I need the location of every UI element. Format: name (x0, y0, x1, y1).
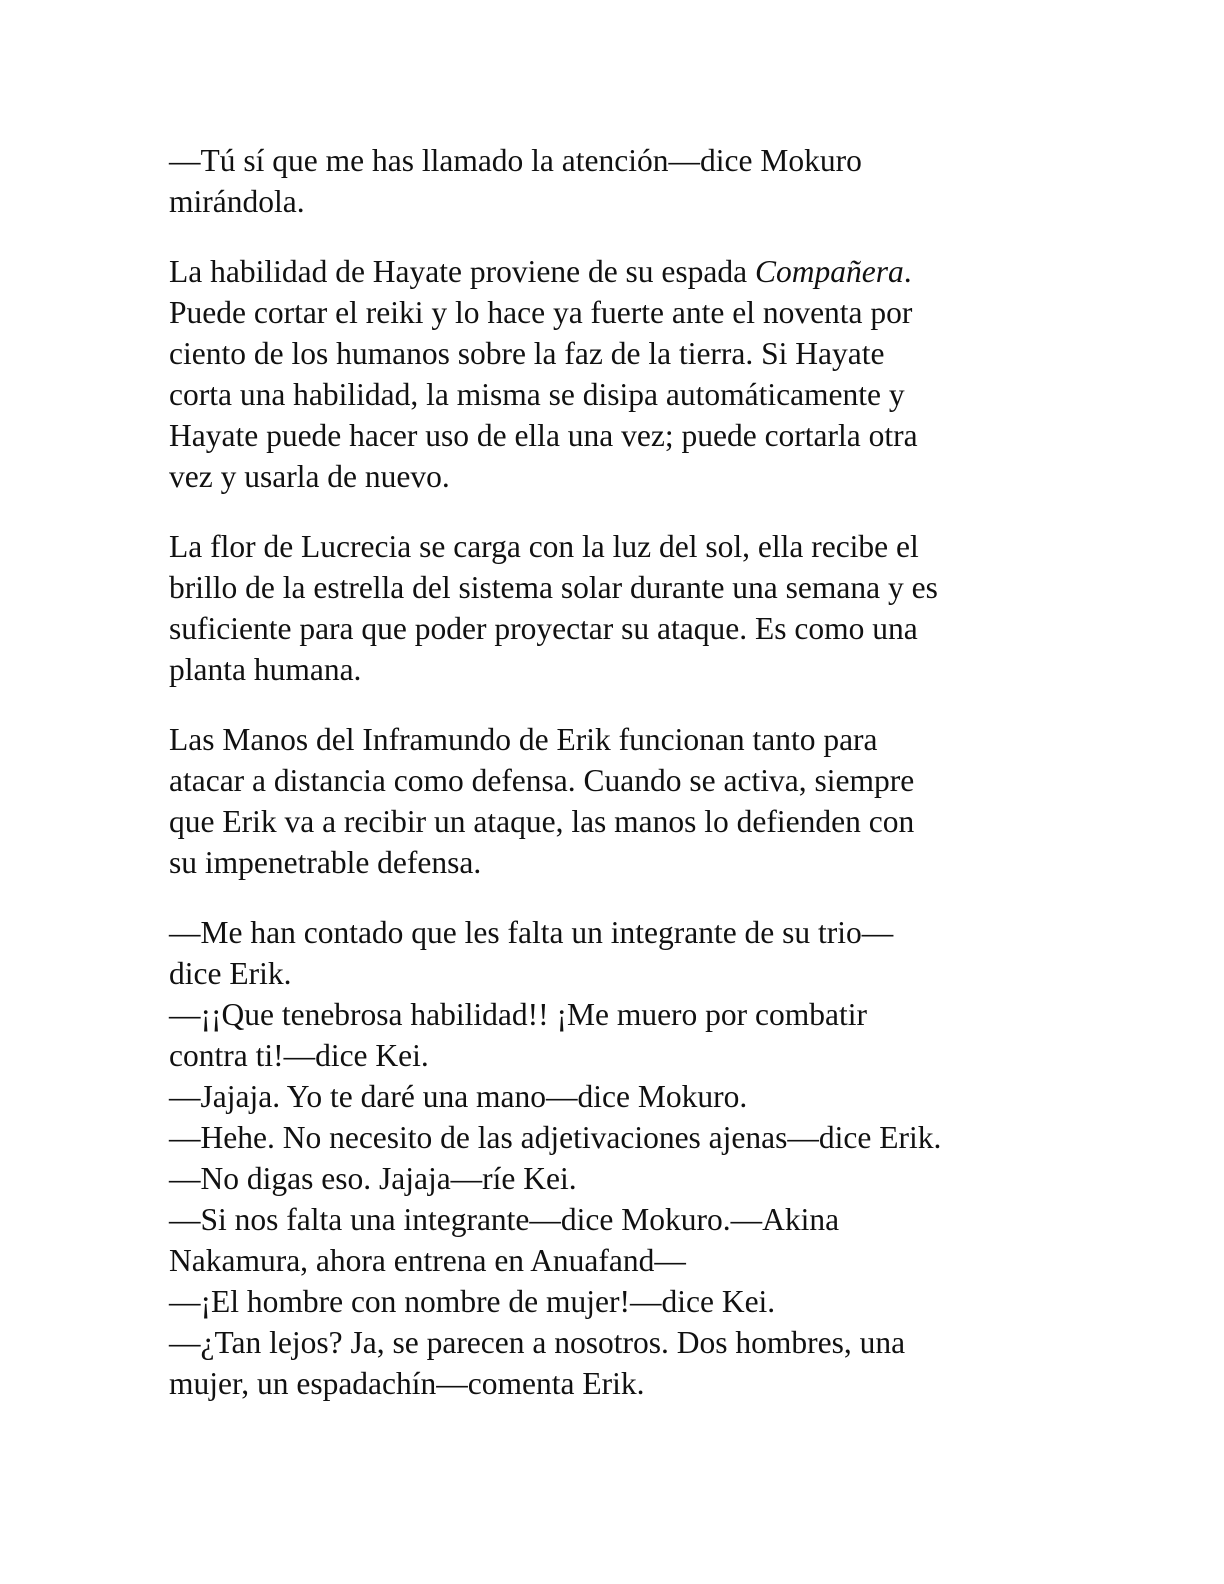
dialogue-line: —No digas eso. Jajaja—ríe Kei. (169, 1161, 577, 1196)
paragraph-dialogue (169, 912, 1059, 1404)
paragraph-gap (169, 222, 1059, 251)
dialogue-line: mujer, un espadachín—comenta Erik. (169, 1366, 645, 1401)
text-line: —Tú sí que me has llamado la atención—dice Mokuro (169, 143, 862, 178)
text-fragment: La habilidad de Hayate proviene de su espada (169, 254, 756, 289)
dialogue-line: —¡El hombre con nombre de mujer!—dice Kei. (169, 1284, 776, 1319)
text-line: mirándola. (169, 184, 305, 219)
text-line: Hayate puede hacer uso de ella una vez; puede cortarla otra (169, 418, 918, 453)
text-line: atacar a distancia como defensa. Cuando se activa, siempre (169, 763, 915, 798)
text-line: que Erik va a recibir un ataque, las manos lo defienden con (169, 804, 915, 839)
text-line: suficiente para que poder proyectar su ataque. Es como una (169, 611, 918, 646)
text-line: Las Manos del Inframundo de Erik funcionan tanto para (169, 722, 878, 757)
dialogue-line: —Jajaja. Yo te daré una mano—dice Mokuro. (169, 1079, 748, 1114)
dialogue-line: —Si nos falta una integrante—dice Mokuro.—Akina (169, 1202, 840, 1237)
dialogue-line: —¡¡Que tenebrosa habilidad!! ¡Me muero por combatir (169, 997, 867, 1032)
text-line: brillo de la estrella del sistema solar durante una semana y es (169, 570, 938, 605)
paragraph-lucrecia-flower (169, 526, 1059, 690)
dialogue-line: contra ti!—dice Kei. (169, 1038, 429, 1073)
document-page (169, 140, 1059, 1404)
text-fragment: . (903, 254, 912, 289)
text-line: planta humana. (169, 652, 362, 687)
text-line: corta una habilidad, la misma se disipa automáticamente y (169, 377, 905, 412)
text-line: su impenetrable defensa. (169, 845, 482, 880)
dialogue-line: —¿Tan lejos? Ja, se parecen a nosotros. Dos hombres, una (169, 1325, 906, 1360)
dialogue-line: —Hehe. No necesito de las adjetivaciones ajenas—dice Erik. (169, 1120, 942, 1155)
text-line (169, 251, 1059, 292)
text-line: Puede cortar el reiki y lo hace ya fuerte ante el noventa por (169, 295, 913, 330)
paragraph-gap (169, 497, 1059, 526)
italic-sword-name: Compañera (755, 254, 904, 289)
paragraph-mokuro-attention (169, 140, 1059, 222)
paragraph-gap (169, 690, 1059, 719)
text-line: La flor de Lucrecia se carga con la luz del sol, ella recibe el (169, 529, 919, 564)
text-line: vez y usarla de nuevo. (169, 459, 450, 494)
paragraph-hayate-ability (169, 251, 1059, 497)
text-line: ciento de los humanos sobre la faz de la tierra. Si Hayate (169, 336, 885, 371)
dialogue-line: Nakamura, ahora entrena en Anuafand— (169, 1243, 686, 1278)
dialogue-line: dice Erik. (169, 956, 292, 991)
paragraph-gap (169, 883, 1059, 912)
paragraph-erik-hands (169, 719, 1059, 883)
dialogue-line: —Me han contado que les falta un integrante de su trio— (169, 915, 894, 950)
